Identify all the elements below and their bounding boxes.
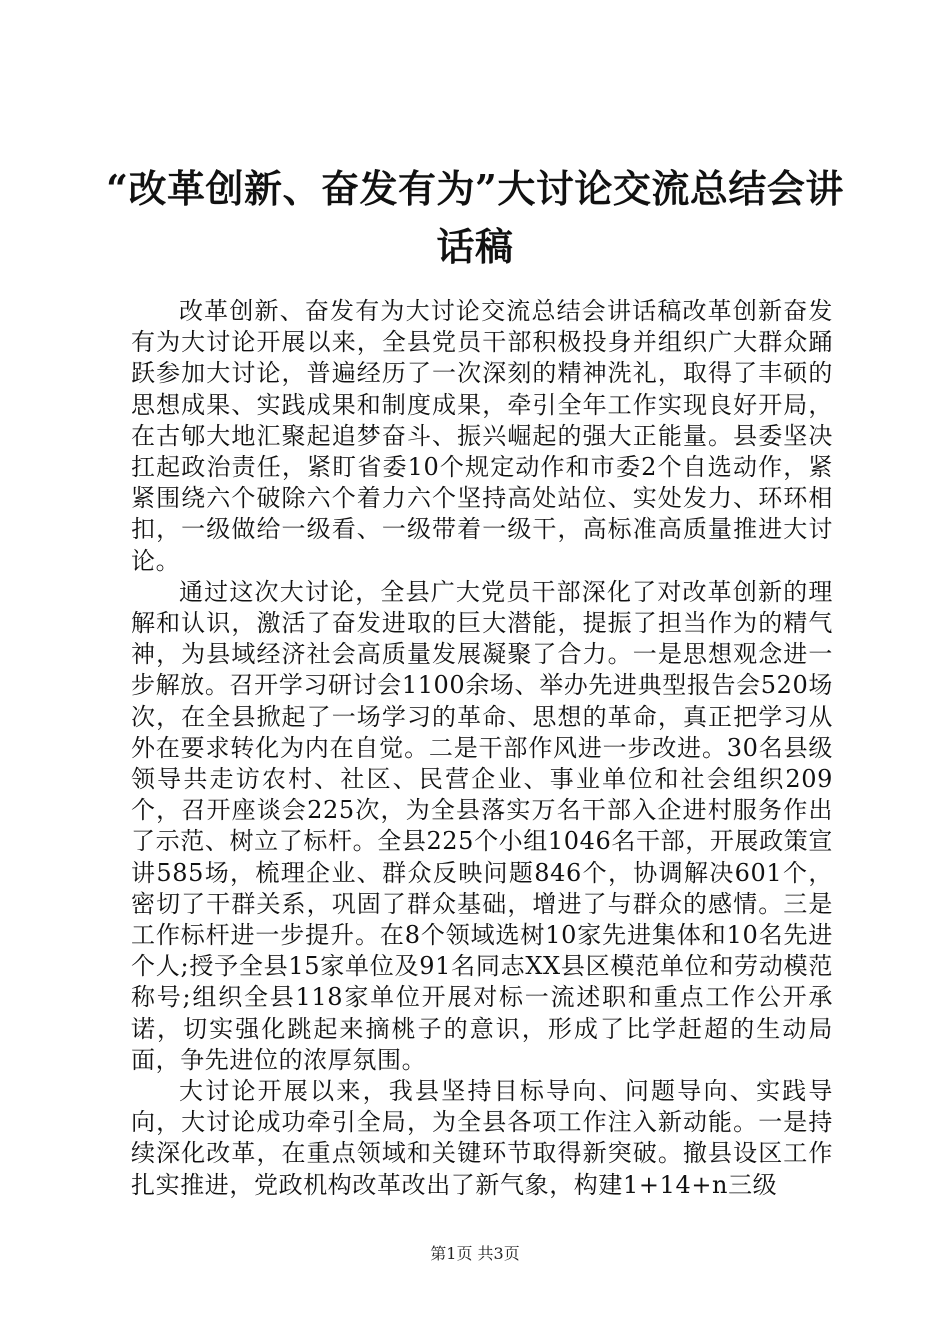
page-number-footer: 第1页 共3页 (430, 1244, 520, 1263)
document-title: “改革创新、奋发有为”大讨论交流总结会讲话稿 (106, 166, 844, 269)
body-paragraph-3: 大讨论开展以来，我县坚持目标导向、问题导向、实践导向，大讨论成功牵引全局，为全县各项工作注入新动能。一是持续深化改革，在重点领域和关键环节取得新突破。撤县设区工作扎实推进，党政机构改革改出了新气象，构建1+14+n三级 (131, 1077, 833, 1199)
body-paragraph-2: 通过这次大讨论，全县广大党员干部深化了对改革创新的理解和认识，激活了奋发进取的巨大潜能，提振了担当作为的精气神，为县域经济社会高质量发展凝聚了合力。一是思想观念进一步解放。召开学习研讨会1100余场、举办先进典型报告会520场次，在全县掀起了一场学习的革命、思想的革命，真正把学习从外在要求转化为内在自觉。二是干部作风进一步改进。30名县级领导共走访农村、社区、民营企业、事业单位和社会组织209个，召开座谈会225次，为全县落实万名干部入企进村服务作出了示范、树立了标杆。全县225个小组1046名干部，开展政策宣讲585场，梳理企业、群众反映问题846个，协调解决601个，密切了干群关系，巩固了群众基础，增进了与群众的感情。三是工作标杆进一步提升。在8个领域选树10家先进集体和10名先进个人;授予全县15家单位及91名同志XX县区模范单位和劳动模范称号;组织全县118家单位开展对标一流述职和重点工作公开承诺，切实强化跳起来摘桃子的意识，形成了比学赶超的生动局面，争先进位的浓厚氛围。 (131, 577, 833, 1074)
document-body (131, 296, 833, 1201)
body-paragraph-1: 改革创新、奋发有为大讨论交流总结会讲话稿改革创新奋发有为大讨论开展以来，全县党员干部积极投身并组织广大群众踊跃参加大讨论，普遍经历了一次深刻的精神洗礼，取得了丰硕的思想成果、实践成果和制度成果，牵引全年工作实现良好开局，在古郇大地汇聚起追梦奋斗、振兴崛起的强大正能量。县委坚决扛起政治责任，紧盯省委10个规定动作和市委2个自选动作，紧紧围绕六个破除六个着力六个坚持高处站位、实处发力、环环相扣，一级做给一级看、一级带着一级干，高标准高质量推进大讨论。 (131, 297, 833, 575)
